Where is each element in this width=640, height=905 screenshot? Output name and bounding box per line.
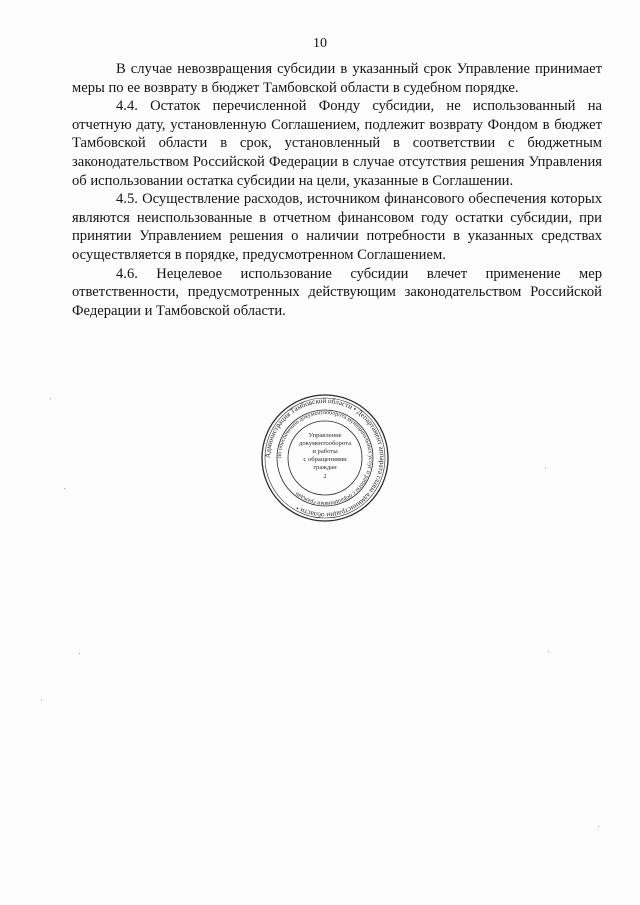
stamp-inner-ring-text: по обеспечению документооборота муниципальных услуг и работы с обращениями граждан [276,409,374,507]
page-number: 10 [313,36,327,51]
stamp-outer-ring-text: Администрация Тамбовской области • Департамент аппарата главы администрации области • [263,396,387,520]
scan-speck [41,700,42,701]
paragraph-4-4: 4.4. Остаток перечисленной Фонду субсидии, не использованный на отчетную дату, установленную Соглашением, подлежит возврату Фондом в бюджет Тамбовской области в срок, установленный в соответствии с бюджетным законодательством Российской Федерации в случае отсутствия решения Управления об использовании остатка субсидии на цели, указанные в Соглашении. [72,98,602,189]
scan-speck [64,488,65,489]
stamp-center-line-3: и работы [312,448,338,455]
paragraph-4-5: 4.5. Осуществление расходов, источником финансового обеспечения которых являются неиспользованные в отчетном финансовом году остатки субсидии, при принятии Управлением решения о наличии потребности в указанных средствах осуществляется в порядке, предусмотренном Соглашением. [72,191,602,263]
scan-speck [548,651,549,652]
stamp-center-line-5: граждан [313,464,337,471]
document-body [72,60,602,320]
scan-speck [50,398,51,399]
paragraph-refund-court: В случае невозвращения субсидии в указанный срок Управление принимает меры по ее возврату в бюджет Тамбовской области в судебном порядке. [72,61,602,96]
stamp-center-line-1: Управление [308,432,342,439]
stamp-center-line-6: 2 [323,473,327,480]
stamp-center-line-2: документооборота [298,440,352,447]
paragraph-4-6: 4.6. Нецелевое использование субсидии влечет применение мер ответственности, предусмотренных действующим законодательством Российской Федерации и Тамбовской области. [72,265,602,319]
stamp-center-line-4: с обращениями [303,456,347,463]
scan-speck [79,653,80,654]
stamp-seal-icon [260,393,390,523]
scan-speck [598,826,599,827]
scan-speck [545,468,546,469]
official-stamp [260,393,390,523]
